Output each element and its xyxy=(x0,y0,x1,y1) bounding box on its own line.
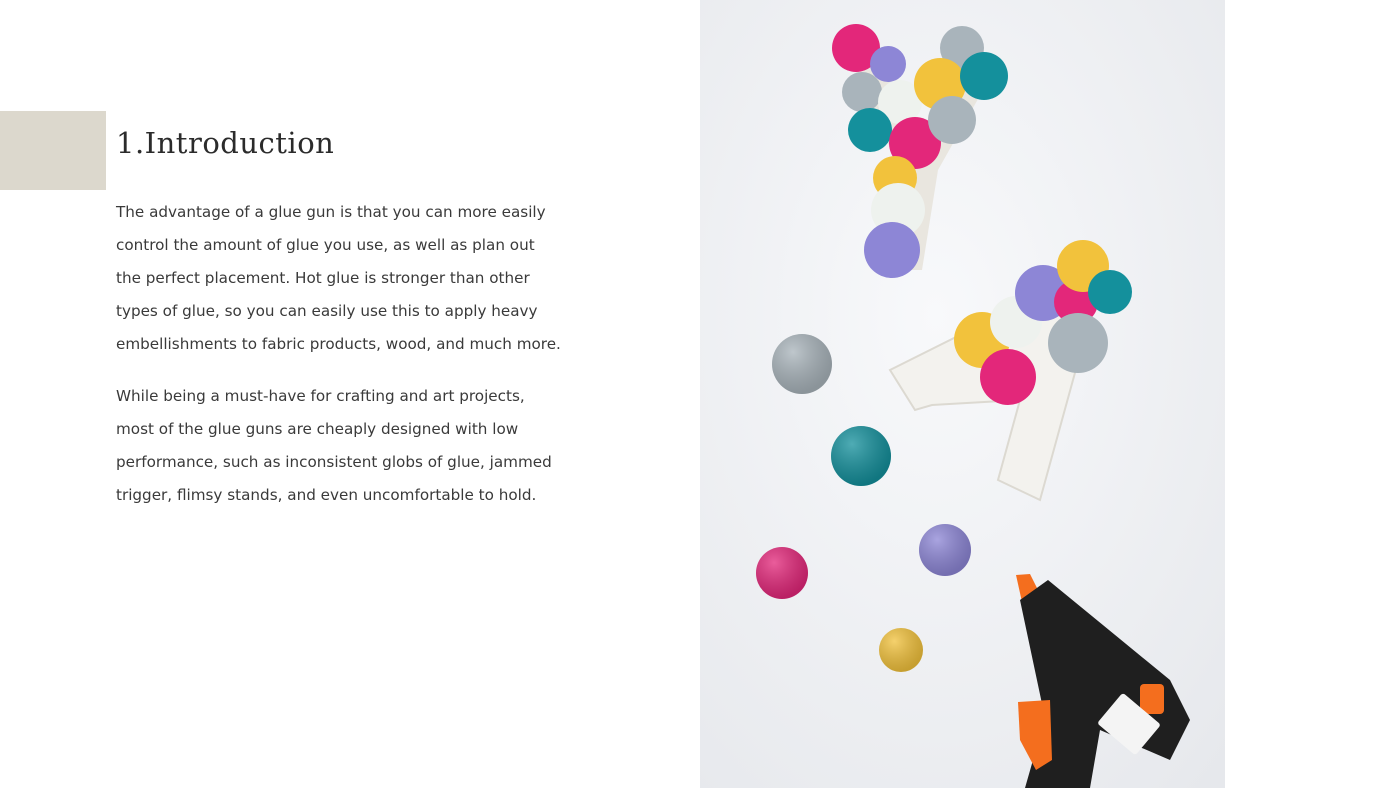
accent-block xyxy=(0,111,106,190)
section-heading: 1.Introduction xyxy=(116,126,335,160)
craft-photo xyxy=(700,0,1225,788)
intro-paragraph-1: The advantage of a glue gun is that you can more easily control the amount of glue you use, as well as plan out the perfect placement. Hot glue is stronger than other types of glue, so you can easily use this to apply heavy embellishments to fabric products, wood, and much more. xyxy=(116,203,561,353)
intro-paragraph-2: While being a must-have for crafting and art projects, most of the glue guns are cheaply designed with low performance, such as inconsistent globs of glue, jammed trigger, flimsy stands, and even uncomfortable to hold. xyxy=(116,387,552,504)
